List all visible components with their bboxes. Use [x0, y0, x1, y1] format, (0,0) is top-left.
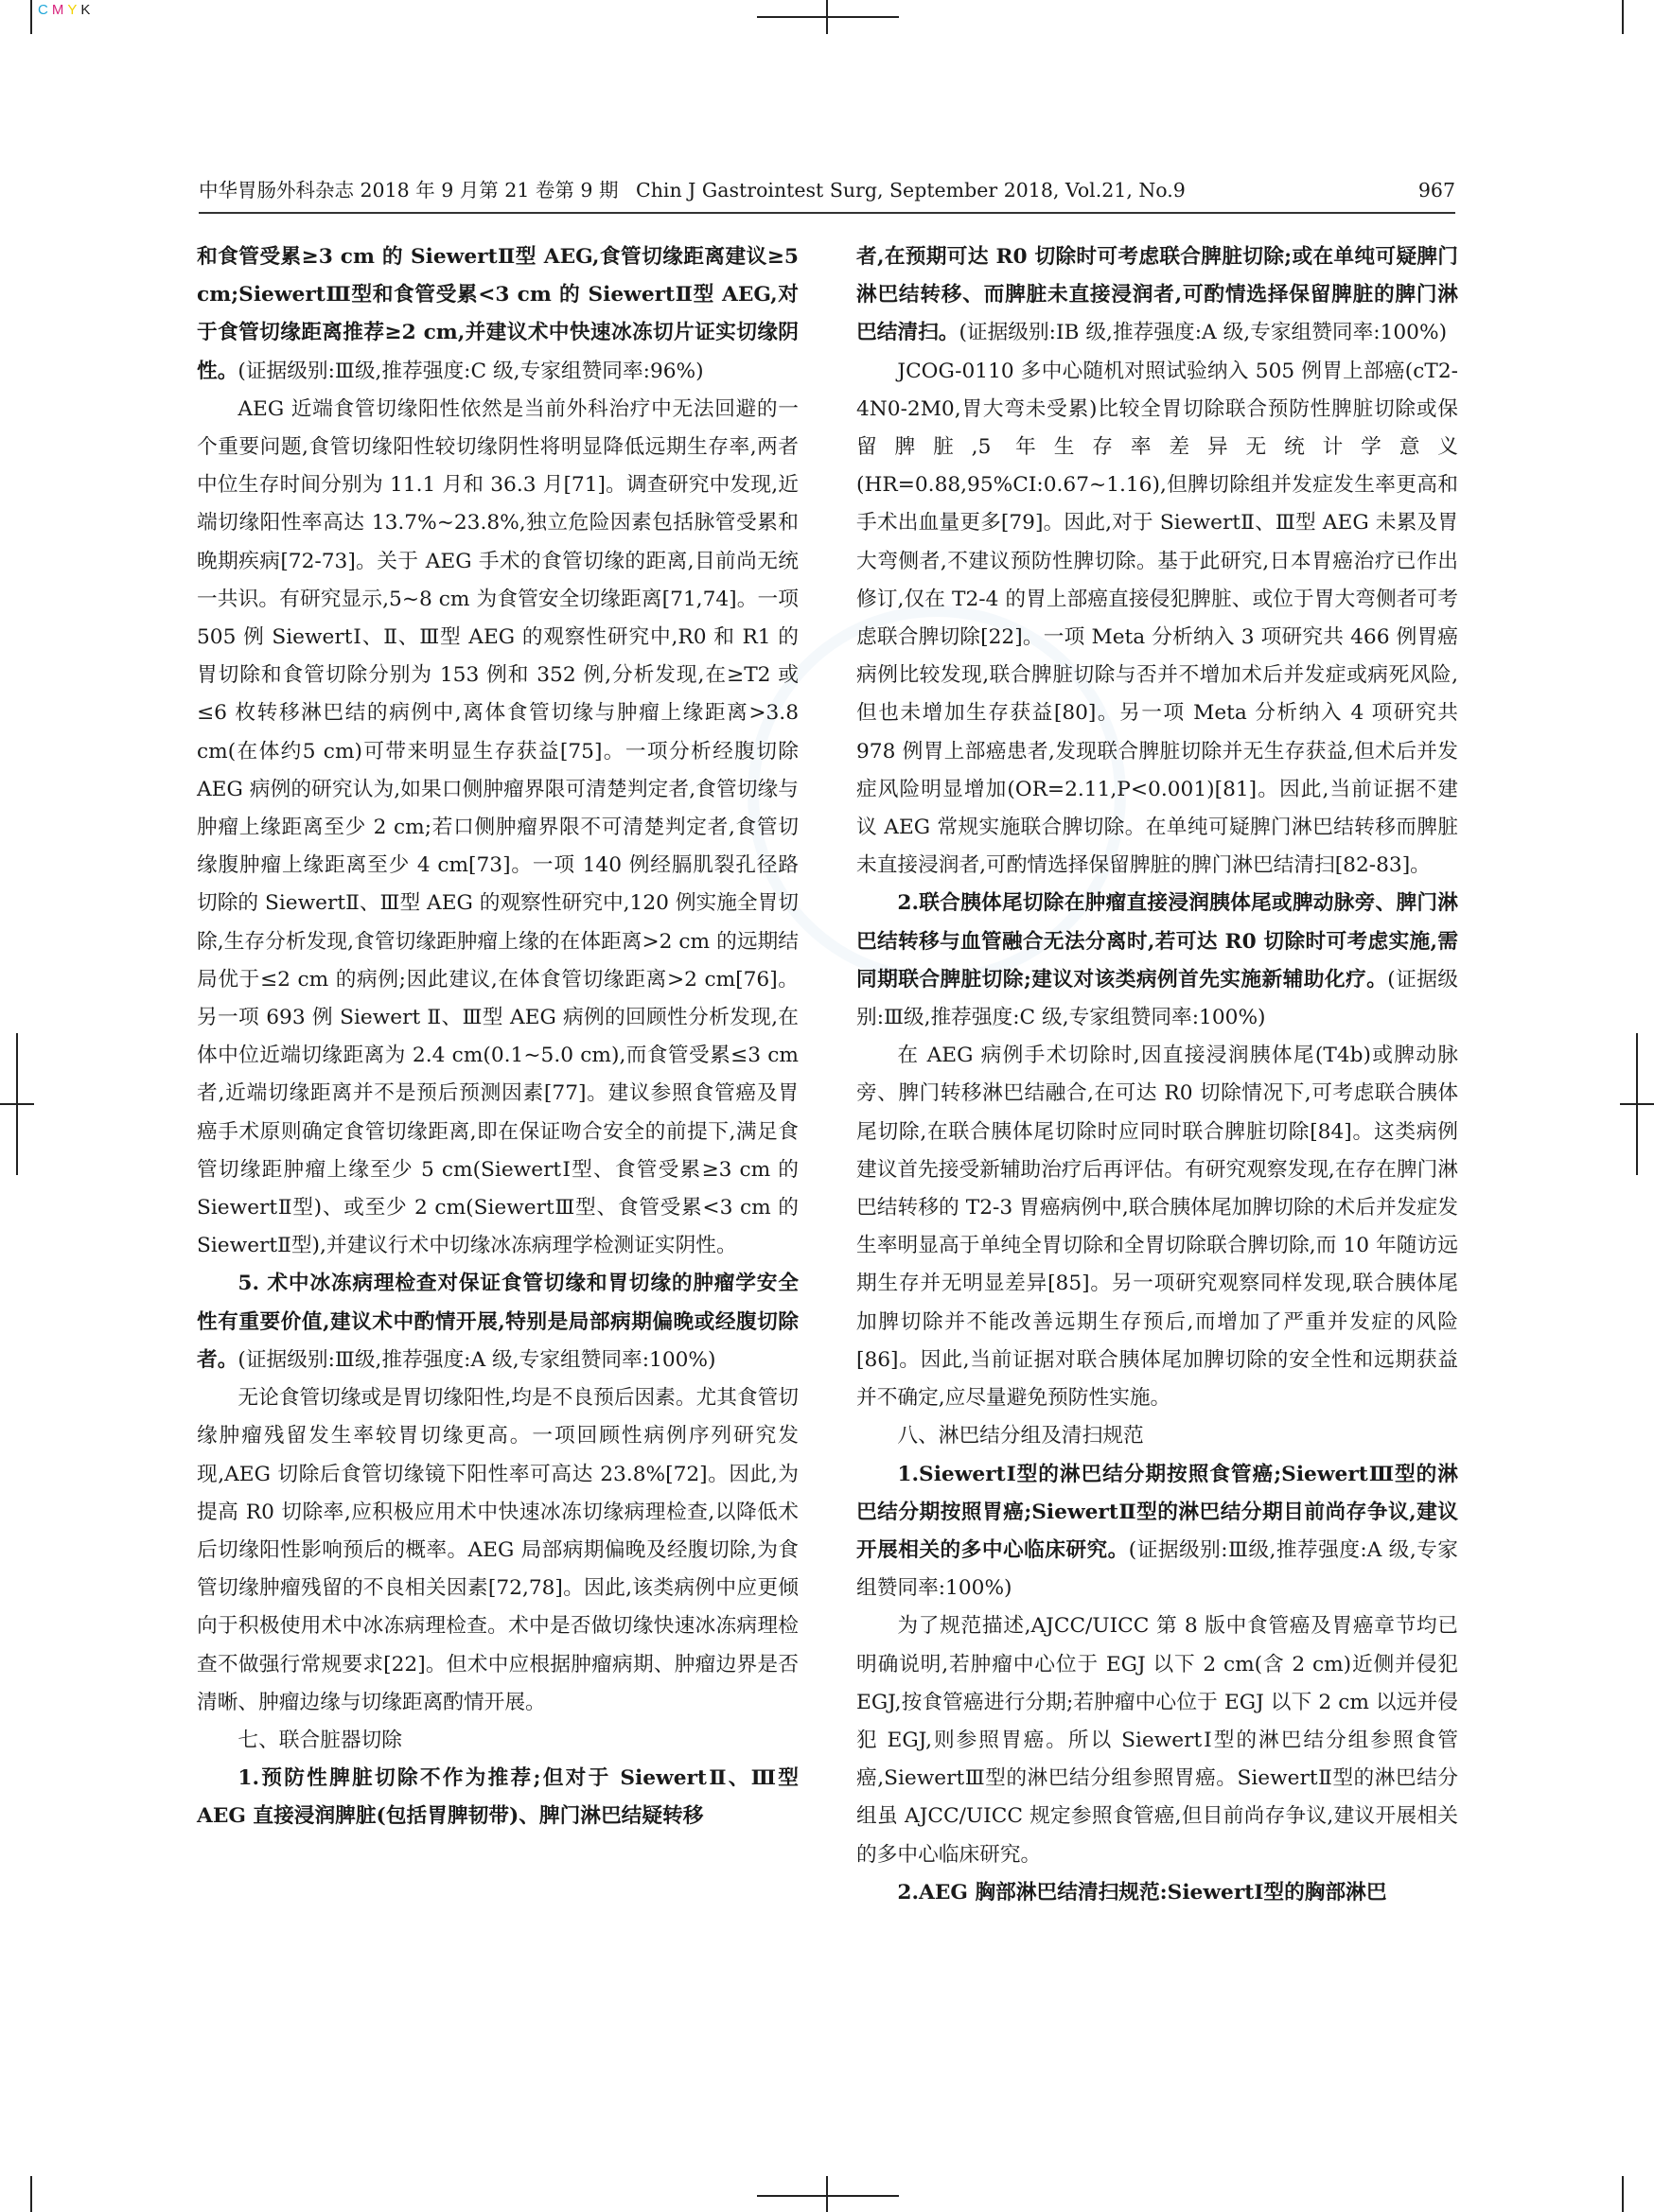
paragraph: 为了规范描述,AJCC/UICC 第 8 版中食管癌及胃癌章节均已明确说明,若肿瘤中心位于 EGJ 以下 2 cm(含 2 cm)近侧并侵犯 EGJ,按食管癌进行分期;若肿瘤中心位于 EGJ 以下 2 cm 以远并侵犯 EGJ,则参照胃癌。所以 SiewertⅠ型的淋巴结分组参照食管癌,SiewertⅢ型的淋巴结分组参照胃癌。SiewertⅡ型的淋巴结分组虽 AJCC/UICC 规定参照食管癌,但目前尚存争议,建议开展相关的多中心临床研究。: [856, 1614, 1458, 1867]
crop-mark-mid-right-h: [1620, 1103, 1654, 1105]
journal-name-cn: 中华胃肠外科杂志 2018 年 9 月第 21 卷第 9 期: [199, 179, 619, 202]
crop-mark-bottom-left: [30, 2176, 32, 2212]
recommendation-4-continued: 和食管受累≥3 cm 的 SiewertⅡ型 AEG,食管切缘距离建议≥5 cm;SiewertⅢ型和食管受累<3 cm 的 SiewertⅡ型 AEG,对于食管切缘距离推荐≥2 cm,并建议术中快速冰冻切片证实切缘阴性。(证据级别:Ⅲ级,推荐强度:C 级,专家组赞同率:96%): [197, 245, 799, 383]
recommendation-5: 5. 术中冰冻病理检查对保证食管切缘和胃切缘的肿瘤学安全性有重要价值,建议术中酌情开展,特别是局部病期偏晚或经腹切除者。(证据级别:Ⅲ级,推荐强度:A 级,专家组赞同率:100%): [197, 1272, 799, 1372]
section-heading-8: 八、淋巴结分组及清扫规范: [897, 1424, 1144, 1448]
crop-mark-top-center-h: [757, 16, 899, 18]
running-header: [199, 176, 1455, 204]
cmyk-c: C: [38, 2, 52, 18]
recommendation-7-2: 2.联合胰体尾切除在肿瘤直接浸润胰体尾或脾动脉旁、脾门淋巴结转移与血管融合无法分离时,若可达 R0 切除时可考虑实施,需同期联合脾脏切除;建议对该类病例首先实施新辅助化疗。(证据级别:Ⅲ级,推荐强度:C 级,专家组赞同率:100%): [856, 891, 1458, 1030]
crop-mark-bottom-right: [1622, 2176, 1624, 2212]
cmyk-color-bar: [38, 2, 94, 18]
recommendation-8-1: 1.SiewertⅠ型的淋巴结分期按照食管癌;SiewertⅢ型的淋巴结分期按照胃癌;SiewertⅡ型的淋巴结分期目前尚存争议,建议开展相关的多中心临床研究。(证据级别:Ⅲ级,推荐强度:A 级,专家组赞同率:100%): [856, 1462, 1458, 1601]
header-rule: [199, 212, 1455, 214]
cmyk-k: K: [80, 2, 95, 18]
crop-mark-top-left: [30, 0, 32, 34]
recommendation-7-1-continued: 者,在预期可达 R0 切除时可考虑联合脾脏切除;或在单纯可疑脾门淋巴结转移、而脾脏未直接浸润者,可酌情选择保留脾脏的脾门淋巴结清扫。(证据级别:ⅠB 级,推荐强度:A 级,专家组赞同率:100%): [856, 245, 1458, 345]
journal-name-en: Chin J Gastrointest Surg, September 2018, Vol.21, No.9: [636, 179, 1186, 202]
cmyk-y: Y: [67, 2, 81, 18]
crop-mark-mid-left-h: [0, 1103, 34, 1105]
paragraph: AEG 近端食管切缘阳性依然是当前外科治疗中无法回避的一个重要问题,食管切缘阳性较切缘阴性将明显降低远期生存率,两者中位生存时间分别为 11.1 月和 36.3 月[71]。调查研究中发现,近端切缘阳性率高达 13.7%~23.8%,独立危险因素包括脉管受累和晚期疾病[72-73]。关于 AEG 手术的食管切缘的距离,目前尚无统一共识。有研究显示,5~8 cm 为食管安全切缘距离[71,74]。一项 505 例 SiewertⅠ、Ⅱ、Ⅲ型 AEG 的观察性研究中,R0 和 R1 的胃切除和食管切除分别为 153 例和 352 例,分析发现,在≥T2 或≤6 枚转移淋巴结的病例中,离体食管切缘与肿瘤上缘距离>3.8 cm(在体约5 cm)可带来明显生存获益[75]。一项分析经腹切除 AEG 病例的研究认为,如果口侧肿瘤界限可清楚判定者,食管切缘与肿瘤上缘距离至少 2 cm;若口侧肿瘤界限不可清楚判定者,食管切缘腹肿瘤上缘距离至少 4 cm[73]。一项 140 例经膈肌裂孔径路切除的 SiewertⅡ、Ⅲ型 AEG 的观察性研究中,120 例实施全胃切除,生存分析发现,食管切缘距肿瘤上缘的在体距离>2 cm 的远期结局优于≤2 cm 的病例;因此建议,在体食管切缘距离>2 cm[76]。另一项 693 例 Siewert Ⅱ、Ⅲ型 AEG 病例的回顾性分析发现,在体中位近端切缘距离为 2.4 cm(0.1~5.0 cm),而食管受累≤3 cm 者,近端切缘距离并不是预后预测因素[77]。建议参照食管癌及胃癌手术原则确定食管切缘距离,即在保证吻合安全的前提下,满足食管切缘距肿瘤上缘至少 5 cm(SiewertⅠ型、食管受累≥3 cm 的 SiewertⅡ型)、或至少 2 cm(SiewertⅢ型、食管受累<3 cm 的 SiewertⅡ型),并建议行术中切缘冰冻病理学检测证实阴性。: [197, 396, 799, 1258]
right-column: [856, 238, 1458, 1912]
paragraph: 在 AEG 病例手术切除时,因直接浸润胰体尾(T4b)或脾动脉旁、脾门转移淋巴结融合,在可达 R0 切除情况下,可考虑联合胰体尾切除,在联合胰体尾切除时应同时联合脾脏切除[84]。这类病例建议首先接受新辅助治疗后再评估。有研究观察发现,在存在脾门淋巴结转移的 T2-3 胃癌病例中,联合胰体尾加脾切除的术后并发症发生率明显高于单纯全胃切除和全胃切除联合脾切除,而 10 年随访远期生存并无明显差异[85]。另一项研究观察同样发现,联合胰体尾加脾切除并不能改善远期生存预后,而增加了严重并发症的风险[86]。因此,当前证据对联合胰体尾加脾切除的安全性和远期获益并不确定,应尽量避免预防性实施。: [856, 1044, 1458, 1411]
paragraph: 无论食管切缘或是胃切缘阳性,均是不良预后因素。尤其食管切缘肿瘤残留发生率较胃切缘更高。一项回顾性病例序列研究发现,AEG 切除后食管切缘镜下阳性率可高达 23.8%[72]。因此,为提高 R0 切除率,应积极应用术中快速冰冻切缘病理检查,以降低术后切缘阳性影响预后的概率。AEG 局部病期偏晚及经腹切除,为食管切缘肿瘤残留的不良相关因素[72,78]。因此,该类病例中应更倾向于积极使用术中冰冻病理检查。术中是否做切缘快速冰冻病理检查不做强行常规要求[22]。但术中应根据肿瘤病期、肿瘤边界是否清晰、肿瘤边缘与切缘距离酌情开展。: [197, 1386, 799, 1714]
crop-mark-bottom-center-h: [757, 2195, 899, 2197]
crop-mark-top-right: [1622, 0, 1624, 34]
cmyk-m: M: [51, 2, 68, 18]
paragraph: JCOG-0110 多中心随机对照试验纳入 505 例胃上部癌(cT2-4N0-2M0,胃大弯未受累)比较全胃切除联合预防性脾脏切除或保留脾脏,5 年生存率差异无统计学意义(HR=0.88,95%CI:0.67~1.16),但脾切除组并发症发生率更高和手术出血量更多[79]。因此,对于 SiewertⅡ、Ⅲ型 AEG 未累及胃大弯侧者,不建议预防性脾切除。基于此研究,日本胃癌治疗已作出修订,仅在 T2-4 的胃上部癌直接侵犯脾脏、或位于胃大弯侧者可考虑联合脾切除[22]。一项 Meta 分析纳入 3 项研究共 466 例胃癌病例比较发现,联合脾脏切除与否并不增加术后并发症或病死风险,但也未增加生存获益[80]。另一项 Meta 分析纳入 4 项研究共 978 例胃上部癌患者,发现联合脾脏切除并无生存获益,但术后并发症风险明显增加(OR=2.11,P<0.001)[81]。因此,当前证据不建议 AEG 常规实施联合脾切除。在单纯可疑脾门淋巴结转移而脾脏未直接浸润者,可酌情选择保留脾脏的脾门淋巴结清扫[82-83]。: [856, 359, 1458, 878]
recommendation-8-2: 2.AEG 胸部淋巴结清扫规范:SiewertⅠ型的胸部淋巴: [897, 1880, 1387, 1905]
section-heading-7: 七、联合脏器切除: [238, 1728, 402, 1752]
recommendation-7-1: 1.预防性脾脏切除不作为推荐;但对于 SiewertⅡ、Ⅲ型 AEG 直接浸润脾脏(包括胃脾韧带)、脾门淋巴结疑转移: [197, 1766, 799, 1829]
crop-mark-bottom-center-v: [826, 2176, 828, 2212]
page-number: 967: [1417, 179, 1455, 202]
left-column: [197, 238, 799, 1836]
